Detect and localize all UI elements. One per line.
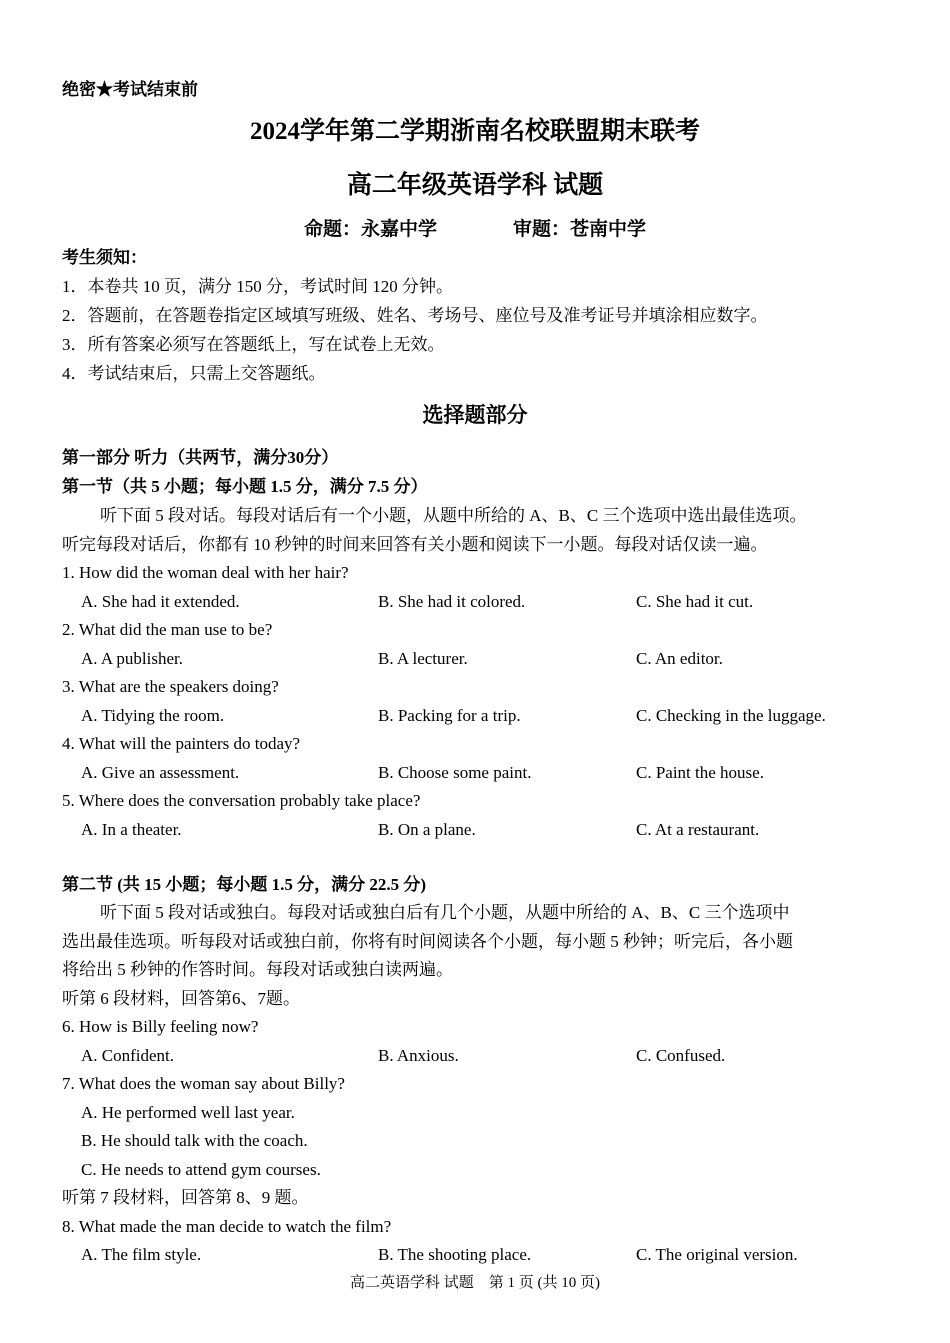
notice-title: 考生须知： bbox=[62, 248, 147, 267]
notice-item-2: 2．答题前，在答题卷指定区域填写班级、姓名、考场号、座位号及准考证号并填涂相应数字。 bbox=[62, 306, 768, 325]
exam-subtitle: 高二年级英语学科 试题 bbox=[346, 172, 604, 199]
question-1: 1. How did the woman deal with her hair? bbox=[62, 563, 349, 582]
q2-option-b: B. A lecturer. bbox=[378, 649, 468, 668]
section1-instruction-line1: 听下面 5 段对话。每段对话后有一个小题，从题中所给的 A、B、C 三个选项中选出最佳选项。 bbox=[100, 506, 807, 525]
q8-option-c: C. The original version. bbox=[636, 1245, 798, 1264]
q8-option-b: B. The shooting place. bbox=[378, 1245, 532, 1264]
exam-title: 2024学年第二学期浙南名校联盟期末联考 bbox=[249, 118, 700, 145]
q2-option-a: A. A publisher. bbox=[81, 649, 184, 668]
q1-option-b: B. She had it colored. bbox=[378, 592, 526, 611]
q5-option-a: A. In a theater. bbox=[81, 820, 182, 839]
q3-option-a: A. Tidying the room. bbox=[81, 706, 225, 725]
q6-option-c: C. Confused. bbox=[636, 1046, 726, 1065]
q7-option-b: B. He should talk with the coach. bbox=[81, 1131, 308, 1150]
question-5: 5. Where does the conversation probably take place? bbox=[62, 791, 421, 810]
question-7: 7. What does the woman say about Billy? bbox=[62, 1074, 345, 1093]
page-footer: 高二英语学科 试题 第 1 页 (共 10 页) bbox=[350, 1275, 600, 1291]
q4-option-c: C. Paint the house. bbox=[636, 763, 764, 782]
q6-option-a: A. Confident. bbox=[81, 1046, 175, 1065]
section-title: 选择题部分 bbox=[422, 403, 528, 427]
section2-instruction-line1: 听下面 5 段对话或独白。每段对话或独白后有几个小题，从题中所给的 A、B、C 三个选项中 bbox=[100, 903, 790, 922]
section2-instruction-line3: 将给出 5 秒钟的作答时间。每段对话或独白读两遍。 bbox=[62, 960, 453, 979]
q4-option-b: B. Choose some paint. bbox=[378, 763, 532, 782]
question-4: 4. What will the painters do today? bbox=[62, 734, 301, 753]
q3-option-b: B. Packing for a trip. bbox=[378, 706, 521, 725]
notice-item-3: 3．所有答案必须写在答题纸上，写在试卷上无效。 bbox=[62, 335, 445, 354]
q4-option-a: A. Give an assessment. bbox=[81, 763, 240, 782]
question-2: 2. What did the man use to be? bbox=[62, 620, 273, 639]
secret-label: 绝密★考试结束前 bbox=[62, 80, 198, 99]
q7-option-a: A. He performed well last year. bbox=[81, 1103, 295, 1122]
material-7-label: 听第 7 段材料，回答第 8、9 题。 bbox=[62, 1188, 309, 1207]
section2-instruction-line2: 选出最佳选项。听每段对话或独白前，你将有时间阅读各个小题，每小题 5 秒钟；听完后，各小题 bbox=[62, 932, 793, 951]
notice-item-4: 4．考试结束后，只需上交答题纸。 bbox=[62, 364, 326, 383]
q6-option-b: B. Anxious. bbox=[378, 1046, 459, 1065]
q1-option-a: A. She had it extended. bbox=[81, 592, 240, 611]
q2-option-c: C. An editor. bbox=[636, 649, 723, 668]
q7-option-c: C. He needs to attend gym courses. bbox=[81, 1160, 321, 1179]
exam-authors: 命题：永嘉中学 审题：苍南中学 bbox=[303, 219, 646, 240]
q1-option-c: C. She had it cut. bbox=[636, 592, 754, 611]
material-6-label: 听第 6 段材料，回答第6、7题。 bbox=[62, 989, 300, 1008]
notice-item-1: 1．本卷共 10 页，满分 150 分，考试时间 120 分钟。 bbox=[62, 277, 453, 296]
section1-title: 第一节（共 5 小题；每小题 1.5 分，满分 7.5 分） bbox=[62, 477, 428, 496]
section1-instruction-line2: 听完每段对话后，你都有 10 秒钟的时间来回答有关小题和阅读下一小题。每段对话仅读一遍。 bbox=[62, 535, 768, 554]
q8-option-a: A. The film style. bbox=[81, 1245, 202, 1264]
q3-option-c: C. Checking in the luggage. bbox=[636, 706, 826, 725]
q5-option-c: C. At a restaurant. bbox=[636, 820, 760, 839]
question-3: 3. What are the speakers doing? bbox=[62, 677, 279, 696]
question-6: 6. How is Billy feeling now? bbox=[62, 1017, 259, 1036]
part1-title: 第一部分 听力（共两节，满分30分） bbox=[62, 448, 339, 467]
question-8: 8. What made the man decide to watch the film? bbox=[62, 1217, 392, 1236]
q5-option-b: B. On a plane. bbox=[378, 820, 476, 839]
section2-title: 第二节 (共 15 小题；每小题 1.5 分，满分 22.5 分) bbox=[62, 875, 427, 894]
